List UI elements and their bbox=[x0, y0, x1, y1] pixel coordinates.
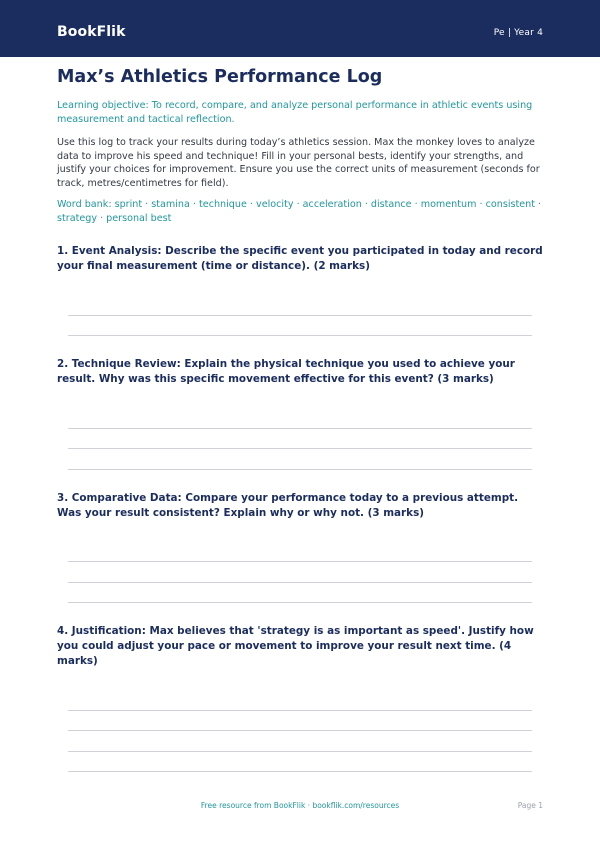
question-3 bbox=[57, 491, 543, 604]
worksheet-title: Max’s Athletics Performance Log bbox=[57, 67, 383, 87]
question-2-text: 2. Technique Review: Explain the physical technique you used to achieve your result. Why was this specific movement effective for this event? (3 marks) bbox=[57, 358, 515, 385]
question-2 bbox=[57, 357, 543, 470]
answer-line[interactable] bbox=[68, 752, 532, 773]
answer-line[interactable] bbox=[68, 316, 532, 337]
intro-paragraph: Use this log to track your results during today’s athletics session. Max the monkey loves to analyze data to improve his speed and technique! Fill in your personal bests, identify your strengths, and justify your choices for improvement. Ensure you use the correct units of measurement (seconds for track, metres/centimetres for field). bbox=[57, 137, 540, 189]
answer-line[interactable] bbox=[68, 562, 532, 583]
brand-logo-text: BookFlik bbox=[57, 24, 126, 40]
footer-credit: Free resource from BookFlik · bookflik.com/resources bbox=[200, 801, 400, 810]
answer-lines-2 bbox=[57, 408, 543, 470]
answer-line[interactable] bbox=[68, 408, 532, 429]
answer-line[interactable] bbox=[68, 542, 532, 563]
answer-line[interactable] bbox=[68, 711, 532, 732]
word-bank: Word bank: sprint · stamina · technique · velocity · acceleration · distance · momentum · consistent · strategy · personal best bbox=[57, 199, 542, 224]
question-4-text: 4. Justification: Max believes that 'strategy is as important as speed'. Justify how you could adjust your pace or movement to improve your result next time. (4 marks) bbox=[57, 625, 534, 667]
question-1 bbox=[57, 244, 543, 336]
answer-line[interactable] bbox=[68, 295, 532, 316]
answer-line[interactable] bbox=[68, 731, 532, 752]
answer-line[interactable] bbox=[68, 429, 532, 450]
page-number: Page 1 bbox=[517, 801, 543, 810]
question-4 bbox=[57, 624, 543, 772]
learning-objective: Learning objective: To record, compare, and analyze personal performance in athletic events using measurement and tactical reflection. bbox=[57, 100, 533, 125]
worksheet-content bbox=[57, 66, 543, 772]
page-header bbox=[0, 0, 600, 57]
answer-lines-1 bbox=[57, 295, 543, 336]
question-3-text: 3. Comparative Data: Compare your performance today to a previous attempt. Was your result consistent? Explain why or why not. (3 marks) bbox=[57, 491, 519, 519]
answer-lines-3 bbox=[57, 542, 543, 604]
question-1-text: 1. Event Analysis: Describe the specific event you participated in today and record your final measurement (time or distance). (2 marks) bbox=[57, 245, 543, 272]
answer-line[interactable] bbox=[68, 690, 532, 711]
subject-year-label: Pe | Year 4 bbox=[493, 28, 543, 38]
answer-lines-4 bbox=[57, 690, 543, 772]
answer-line[interactable] bbox=[68, 449, 532, 470]
answer-line[interactable] bbox=[68, 583, 532, 604]
